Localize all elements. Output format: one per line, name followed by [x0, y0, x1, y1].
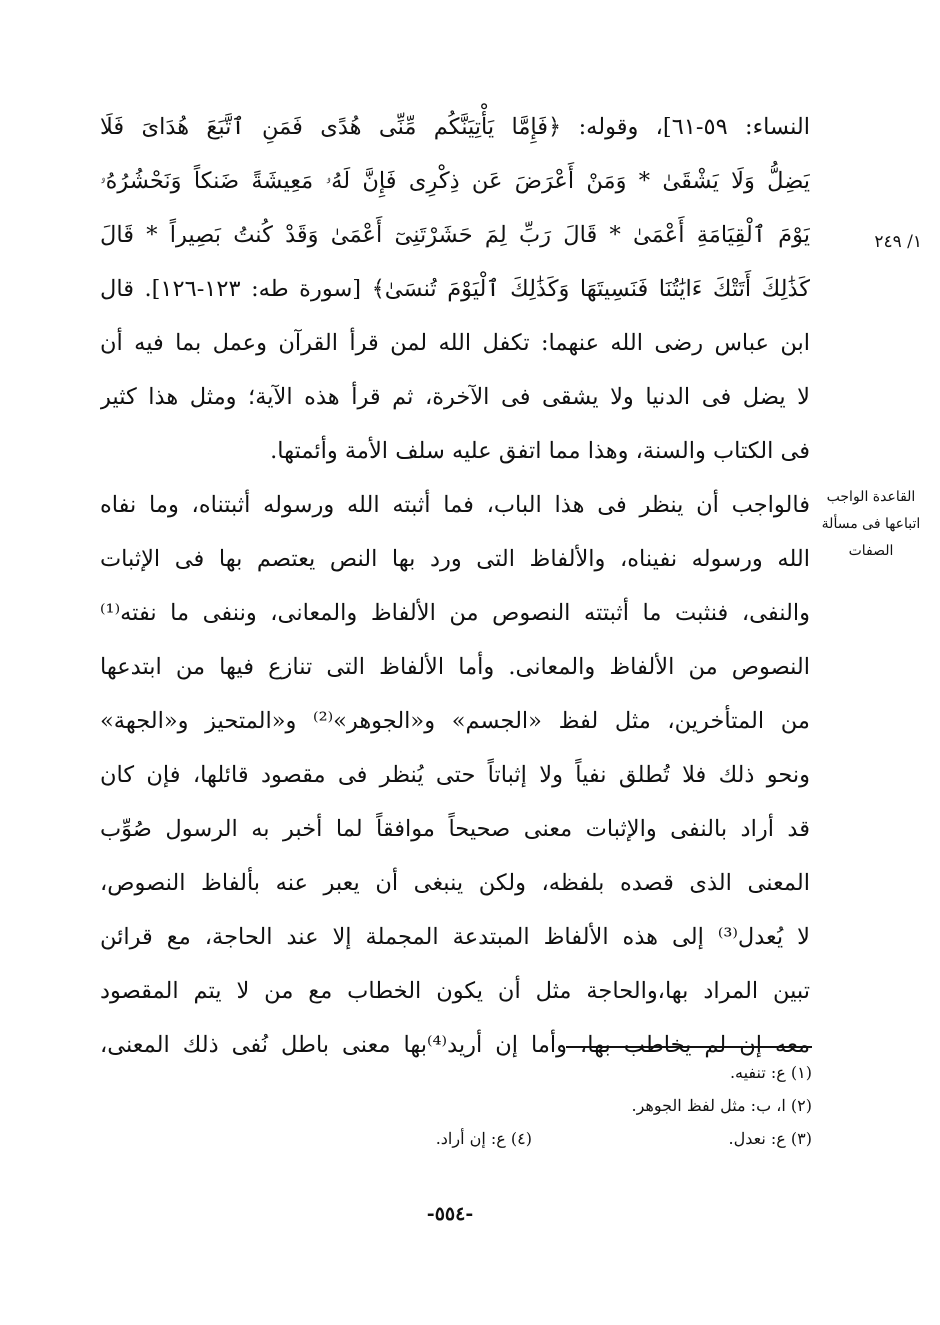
footnote-divider: [566, 1046, 812, 1048]
footnote: (٤) ع: إن أراد.: [435, 1129, 532, 1148]
text-line: يَضِلُّ وَلَا يَشْقَىٰ * وَمَنْ أَعْرَضَ عَن ذِكْرِى فَإِنَّ لَهُۥ مَعِيشَةً ضَنكاً وَنَحْشُرُهُۥ: [100, 168, 810, 194]
text-line: كَذَٰلِكَ أَتَتْكَ ءَايَٰتُنَا فَنَسِيتَهَا وَكَذَٰلِكَ ٱلْيَوْمَ تُنسَىٰ﴾ [سورة طه: ١٢٣-١٢٦]. قال: [100, 276, 810, 302]
text-line: تبين المراد بها،والحاجة مثل أن يكون الخطاب مع من لا يتم المقصود: [100, 978, 810, 1004]
margin-heading-line: القاعدة الواجب: [826, 489, 916, 505]
text-line: النساء: ٥٩-٦١]، وقوله: ﴿فَإِمَّا يَأْتِيَنَّكُم مِّنِّى هُدًى فَمَنِ ٱتَّبَعَ هُدَاىَ فَلَا: [100, 114, 810, 140]
text-line: لا يُعدل⁽³⁾ إلى هذه الألفاظ المبتدعة المجملة إلا عند الحاجة، مع قرائن: [100, 924, 810, 950]
footnote: (٣) ع: نعدل.: [728, 1129, 812, 1148]
margin-heading-line: اتباعها فى مسألة: [821, 516, 921, 532]
text-line: معه إن لم يخاطب بها، وأما إن أريد⁽⁴⁾بها معنى باطل نُفى ذلك المعنى،: [100, 1032, 810, 1058]
text-line: فالواجب أن ينظر فى هذا الباب، فما أثبته الله ورسوله أثبتناه، وما نفاه: [100, 492, 810, 518]
margin-heading-line: الصفات: [848, 543, 894, 559]
text-line: من المتأخرين، مثل لفظ «الجسم» و«الجوهر»⁽²⁾ و«المتحيز و«الجهة»: [100, 708, 810, 734]
margin-page-reference: ١/ ٢٤٩: [874, 232, 922, 252]
margin-heading: [818, 484, 924, 565]
footnote: (١) ع: تنفيه.: [729, 1063, 812, 1082]
footnotes: [300, 1056, 812, 1155]
text-line: الله ورسوله نفيناه، والألفاظ التى ورد بها النص يعتصم بها فى الإثبات: [100, 546, 810, 572]
footnote-row: [300, 1089, 812, 1122]
text-line: المعنى الذى قصده بلفظه، ولكن ينبغى أن يعبر عنه بألفاظ النصوص،: [100, 870, 810, 896]
text-line: يَوْمَ ٱلْقِيَامَةِ أَعْمَىٰ * قَالَ رَبِّ لِمَ حَشَرْتَنِىٓ أَعْمَىٰ وَقَدْ كُنتُ بَصِيراً * قَالَ: [100, 222, 810, 248]
footnote-row: [300, 1056, 812, 1089]
text-line: ونحو ذلك فلا تُطلق نفياً ولا إثباتاً حتى يُنظر فى مقصود قائلها، فإن كان: [100, 762, 810, 788]
text-line: فى الكتاب والسنة، وهذا مما اتفق عليه سلف الأمة وأئمتها.: [270, 438, 810, 464]
footnote: (٢) ا، ب: مثل لفظ الجوهر.: [631, 1096, 812, 1115]
text-line: ابن عباس رضى الله عنهما: تكفل الله لمن قرأ القرآن وعمل بما فيه أن: [100, 330, 810, 356]
footnote-row: [300, 1122, 812, 1155]
text-line: والنفى، فنثبت ما أثبتته النصوص من الألفاظ والمعانى، وننفى ما نفته⁽¹⁾: [100, 600, 810, 626]
text-line: قد أراد بالنفى والإثبات معنى صحيحاً موافقاً لما أخبر به الرسول صُوِّب: [100, 816, 810, 842]
page-number: -٥٥٤-: [426, 1203, 474, 1225]
text-line: النصوص من الألفاظ والمعانى. وأما الألفاظ التى تنازع فيها من ابتدعها: [100, 654, 810, 680]
body-text: [100, 100, 810, 1072]
text-line: لا يضل فى الدنيا ولا يشقى فى الآخرة، ثم قرأ هذه الآية؛ ومثل هذا كثير: [100, 384, 810, 410]
